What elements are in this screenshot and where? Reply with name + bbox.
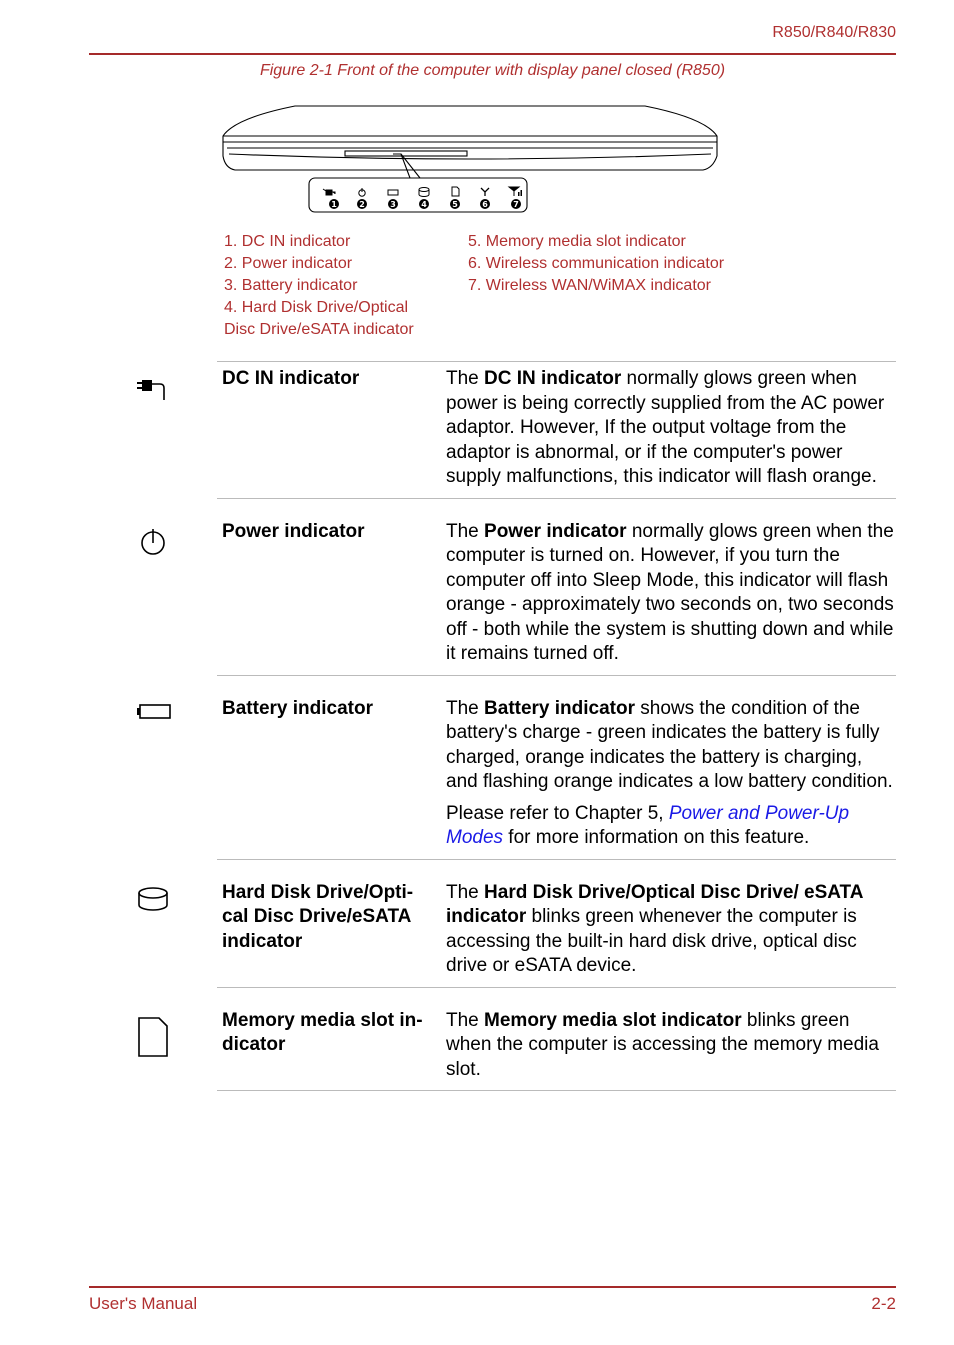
table-row bbox=[217, 361, 896, 498]
legend-item: 3. Battery indicator bbox=[224, 277, 358, 294]
power-icon bbox=[359, 188, 365, 196]
indicator-table bbox=[0, 361, 954, 1091]
battery-icon bbox=[388, 190, 398, 195]
indicator-number: 3 bbox=[390, 200, 396, 209]
indicator-number: 1 bbox=[331, 200, 337, 209]
row-term: Memory media slot in-dicator bbox=[222, 1009, 423, 1055]
row-term: Power indicator bbox=[222, 520, 365, 542]
legend-left bbox=[224, 231, 464, 341]
laptop-front-figure bbox=[215, 98, 725, 218]
hdd-icon bbox=[137, 886, 177, 926]
legend-item: 4. Hard Disk Drive/Optical bbox=[224, 299, 409, 316]
footer-manual-title: User's Manual bbox=[89, 1294, 198, 1313]
row-term: DC IN indicator bbox=[222, 368, 360, 389]
dc-in-icon bbox=[137, 372, 177, 412]
legend-item: 2. Power indicator bbox=[224, 255, 353, 272]
footer-rule bbox=[89, 1286, 896, 1288]
legend-item: Disc Drive/eSATA indicator bbox=[224, 321, 414, 338]
table-row bbox=[217, 859, 896, 987]
wwan-icon bbox=[509, 187, 522, 196]
wireless-icon bbox=[481, 188, 489, 196]
memory-card-icon bbox=[137, 1016, 177, 1056]
chapter-link[interactable]: Power and Power-Up Modes bbox=[446, 802, 850, 848]
table-row bbox=[217, 987, 896, 1092]
row-description: The DC IN indicator normally glows green when power is being correctly supplied from the AC power adaptor. However, If the output voltage from the adaptor is abnormal, or if the computer's power supply malfunctions, this indicator will flash orange. bbox=[446, 368, 885, 487]
row-term: Hard Disk Drive/Opti-cal Disc Drive/eSATA indicator bbox=[222, 881, 414, 952]
legend-item: 6. Wireless communication indicator bbox=[468, 255, 725, 272]
row-description: The Power indicator normally glows green when the computer is turned on. However, if you turn the computer off into Sleep Mode, this indicator will flash orange - approximately two seconds on, two seconds off - both while the system is shutting down and while it remains turned off. bbox=[446, 520, 894, 664]
indicator-number: 6 bbox=[482, 200, 488, 209]
indicator-number: 2 bbox=[359, 200, 365, 209]
header-model: R850/R840/R830 bbox=[772, 24, 896, 41]
table-row bbox=[217, 498, 896, 675]
indicator-number: 5 bbox=[452, 200, 458, 209]
legend-right bbox=[468, 231, 788, 297]
indicator-number: 7 bbox=[513, 200, 519, 209]
legend-item: 7. Wireless WAN/WiMAX indicator bbox=[468, 277, 711, 294]
header-rule bbox=[89, 53, 896, 55]
row-description: The Battery indicator shows the condition of the battery's charge - green indicates the battery is fully charged, orange indicates the battery is charging, and flashing orange indicates a low battery condition. Please refer to Chapter 5, Power and Power-Up Modes for more information on this feature. bbox=[446, 697, 893, 848]
legend-item: 5. Memory media slot indicator bbox=[468, 233, 686, 250]
battery-icon bbox=[137, 704, 177, 744]
row-description: The Hard Disk Drive/Optical Disc Drive/ eSATA indicator blinks green whenever the computer is accessing the built-in hard disk drive, optical disc drive or eSATA device. bbox=[446, 881, 863, 976]
row-description: The Memory media slot indicator blinks green when the computer is accessing the memory media slot. bbox=[446, 1009, 879, 1080]
legend-item: 1. DC IN indicator bbox=[224, 233, 351, 250]
power-icon bbox=[137, 527, 177, 567]
table-row bbox=[217, 675, 896, 859]
indicator-number: 4 bbox=[421, 200, 427, 209]
dc-in-icon bbox=[323, 189, 335, 195]
memory-card-icon bbox=[452, 187, 459, 196]
figure-caption: Figure 2-1 Front of the computer with display panel closed (R850) bbox=[259, 62, 726, 79]
hdd-icon bbox=[419, 188, 429, 197]
footer-page-number: 2-2 bbox=[871, 1294, 896, 1313]
row-term: Battery indicator bbox=[222, 697, 373, 719]
